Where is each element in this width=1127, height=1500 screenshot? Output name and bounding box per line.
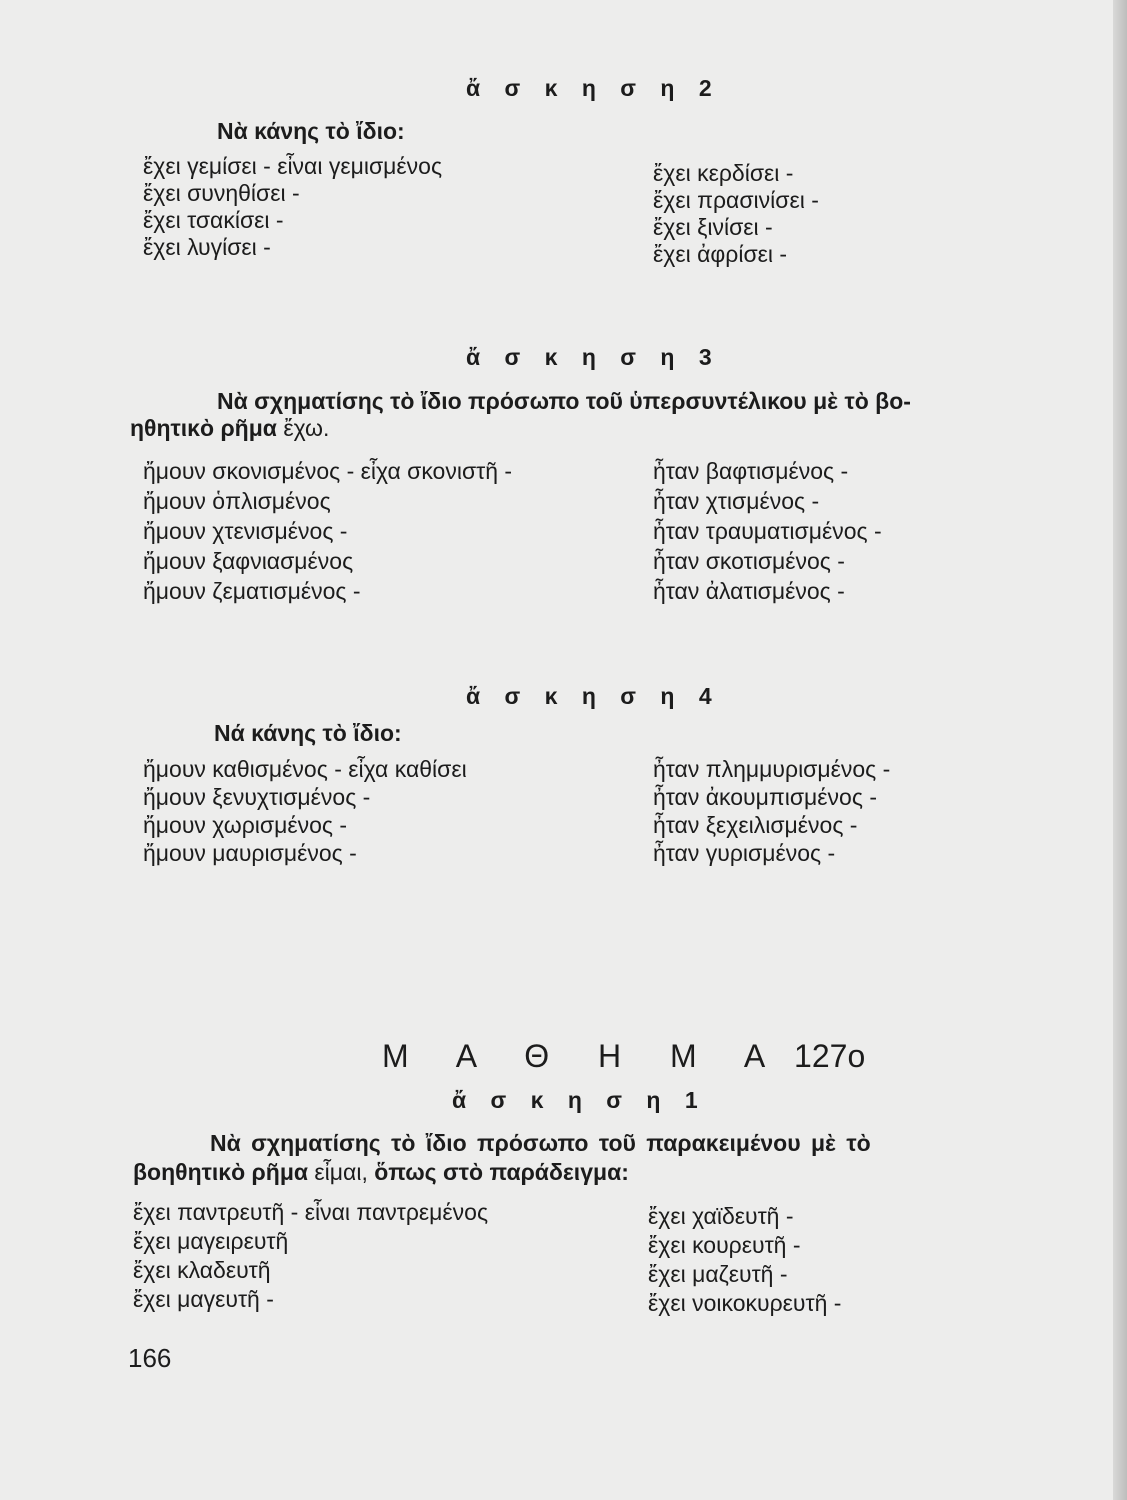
exercise-2-left-column xyxy=(143,153,442,261)
lesson-number: 127ο xyxy=(794,1038,866,1074)
list-item: ἦταν βαφτισμένος - xyxy=(653,458,849,484)
exercise-3-instruction-line-2 xyxy=(130,415,329,442)
list-item: ἦταν χτισμένος - xyxy=(653,488,820,514)
list-item: ἦταν γυρισμένος - xyxy=(653,840,836,866)
exercise-3-instruction-line-1: Νὰ σχηματίσης τὸ ἴδιο πρόσωπο τοῦ ὑπερσυντέλικου μὲ τὸ βο- xyxy=(217,388,911,414)
list-item: ἦταν ἀκουμπισμένος - xyxy=(653,784,877,810)
exercise-1-left-column xyxy=(133,1198,488,1314)
instruction-normal-text: ἔχω. xyxy=(283,415,330,441)
exercise-1-heading: ἄ σ κ η σ η 1 xyxy=(452,1087,707,1113)
list-item: ἔχει γεμίσει - εἶναι γεμισμένος xyxy=(143,153,443,179)
list-item: ἔχει τσακίσει - xyxy=(143,207,284,233)
list-item: ἤμουν ζεματισμένος - xyxy=(143,578,361,604)
instruction-bold-text: βοηθητικὸ ρῆμα xyxy=(133,1159,309,1185)
list-item: ἔχει κουρευτῆ - xyxy=(648,1232,801,1258)
exercise-4-instruction: Νά κάνης τὸ ἴδιο: xyxy=(214,720,402,746)
list-item: ἤμουν καθισμένος - εἶχα καθίσει xyxy=(143,756,467,782)
list-item: ἤμουν σκονισμένος - εἶχα σκονιστῆ - xyxy=(143,458,513,484)
list-item: ἔχει κλαδευτῆ xyxy=(133,1257,271,1283)
lesson-title xyxy=(382,1038,865,1075)
list-item: ἤμουν ξαφνιασμένος xyxy=(143,548,354,574)
instruction-bold-text: ὅπως στὸ παράδειγμα: xyxy=(374,1159,629,1185)
list-item: ἤμουν ξενυχτισμένος - xyxy=(143,784,371,810)
list-item: ἔχει πρασινίσει - xyxy=(653,187,819,213)
exercise-3-left-column xyxy=(143,456,512,606)
exercise-1-instruction-line-2 xyxy=(133,1159,629,1186)
list-item: ἦταν ἀλατισμένος - xyxy=(653,578,845,604)
page-edge-shadow xyxy=(1113,0,1127,1500)
exercise-3-right-column xyxy=(653,456,882,606)
exercise-3-heading: ἄ σ κ η σ η 3 xyxy=(466,344,721,370)
list-item: ἤμουν χωρισμένος - xyxy=(143,812,348,838)
exercise-4-right-column xyxy=(653,755,890,867)
list-item: ἦταν ξεχειλισμένος - xyxy=(653,812,858,838)
instruction-bold-text: ηθητικὸ ρῆμα xyxy=(130,415,277,441)
list-item: ἔχει μαζευτῆ - xyxy=(648,1261,788,1287)
list-item: ἔχει ἀφρίσει - xyxy=(653,241,788,267)
exercise-4-heading: ἄ σ κ η σ η 4 xyxy=(466,683,721,709)
list-item: ἦταν σκοτισμένος - xyxy=(653,548,845,574)
list-item: ἦταν πλημμυρισμένος - xyxy=(653,756,891,782)
lesson-word: Μ Α Θ Η Μ Α xyxy=(382,1038,786,1074)
exercise-1-right-column xyxy=(648,1202,841,1318)
list-item: ἔχει κερδίσει - xyxy=(653,160,794,186)
exercise-4-left-column xyxy=(143,755,467,867)
exercise-2-right-column xyxy=(653,160,819,268)
list-item: ἔχει ξινίσει - xyxy=(653,214,773,240)
exercise-2-heading: ἄ σ κ η σ η 2 xyxy=(466,75,721,101)
list-item: ἔχει μαγειρευτῆ xyxy=(133,1228,289,1254)
instruction-normal-text: εἶμαι, xyxy=(314,1159,368,1185)
list-item: ἤμουν μαυρισμένος - xyxy=(143,840,357,866)
list-item: ἤμουν ὁπλισμένος xyxy=(143,488,331,514)
list-item: ἤμουν χτενισμένος - xyxy=(143,518,348,544)
list-item: ἔχει νοικοκυρευτῆ - xyxy=(648,1290,842,1316)
list-item: ἔχει παντρευτῆ - εἶναι παντρεμένος xyxy=(133,1199,489,1225)
list-item: ἔχει μαγευτῆ - xyxy=(133,1286,274,1312)
exercise-1-instruction-line-1: Νὰ σχηματίσης τὸ ἴδιο πρόσωπο τοῦ παρακειμένου μὲ τὸ xyxy=(210,1130,871,1156)
list-item: ἔχει συνηθίσει - xyxy=(143,180,300,206)
exercise-2-instruction: Νὰ κάνης τὸ ἴδιο: xyxy=(217,118,405,144)
list-item: ἦταν τραυματισμένος - xyxy=(653,518,882,544)
page-number: 166 xyxy=(128,1343,172,1373)
list-item: ἔχει χαϊδευτῆ - xyxy=(648,1203,794,1229)
list-item: ἔχει λυγίσει - xyxy=(143,234,271,260)
